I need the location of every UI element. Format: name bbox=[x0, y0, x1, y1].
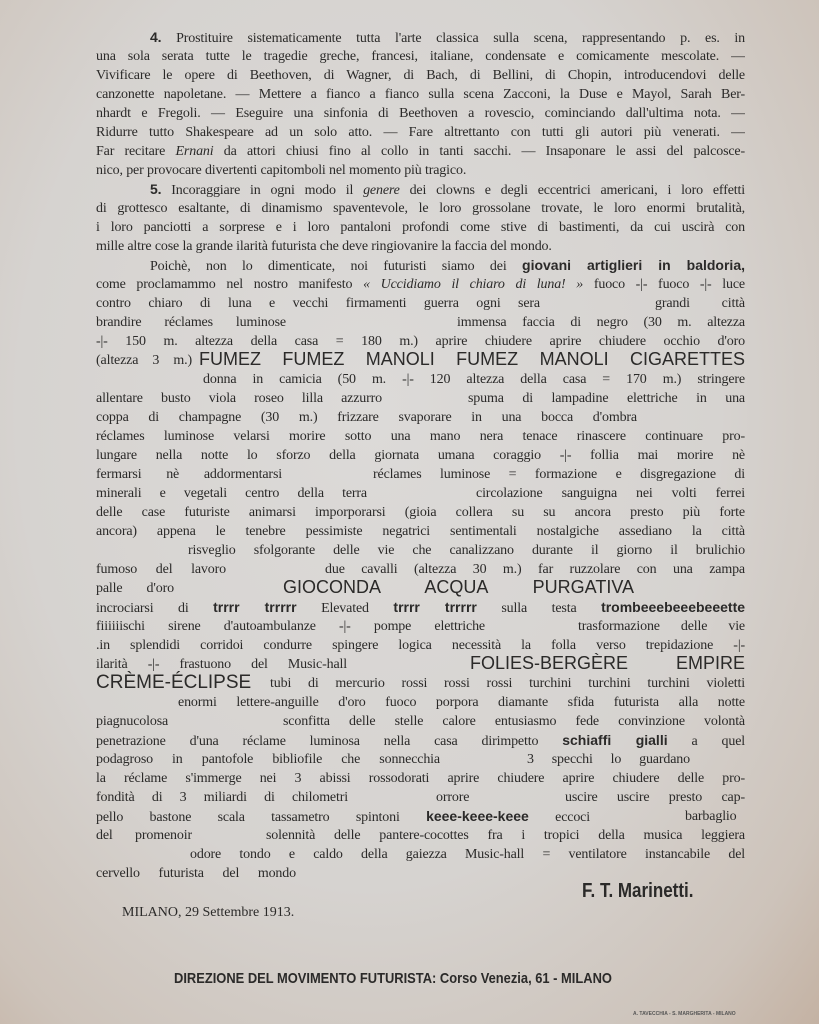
onomatopoeia: keee-keee-keee bbox=[426, 808, 529, 824]
text-segment: minerali e vegetali centro della terra bbox=[96, 486, 367, 501]
text-segment: due cavalli (altezza 30 m.) far ruzzolare con una zampa bbox=[325, 562, 745, 577]
text-line bbox=[96, 541, 745, 560]
text: Elevated bbox=[296, 601, 394, 616]
text-segment: barbaglio bbox=[685, 809, 737, 824]
text-line bbox=[96, 104, 745, 123]
text-line bbox=[96, 237, 745, 256]
bold-phrase: giovani artiglieri in baldoria, bbox=[522, 257, 745, 273]
text-line bbox=[96, 85, 745, 104]
text-segment: del promenoir bbox=[96, 828, 192, 843]
text-line bbox=[96, 579, 745, 598]
text-segment: canzonette napoletane. — Mettere a fianco a fianco sulla scena Zacconi, la Duse e Mayol, Sarah Ber- bbox=[96, 87, 745, 102]
text-line bbox=[96, 218, 745, 237]
text-segment: .in splendidi corridoi condurre spingere logica necessità la folla verso trepidazione -|- bbox=[96, 638, 745, 653]
italic-title: Ernani bbox=[175, 144, 214, 159]
text-segment: lungare nella notte lo sforzo della giornata umana coraggio -|- follia mai morire nè bbox=[96, 448, 745, 463]
text-segment: solennità delle pantere-cocottes fra i tropici della musica leggiera bbox=[266, 828, 745, 843]
text-line bbox=[96, 275, 745, 294]
text-segment: fiiiiiischi sirene d'autoambulanze -|- pompe elettriche bbox=[96, 619, 485, 634]
text-segment: nico, per provocare divertenti capitomboli nel momento più tragico. bbox=[96, 163, 467, 178]
text-segment: spuma di lampadine elettriche in una bbox=[468, 391, 745, 406]
text-segment: piagnucolosa bbox=[96, 714, 169, 729]
item-number: 4. bbox=[150, 29, 162, 45]
text-segment: risveglio sfolgorante delle vie che canalizzano durante il giorno il brulichio bbox=[188, 543, 745, 558]
italic-title: « Uccidiamo il chiaro di luna! » bbox=[363, 277, 584, 292]
text-segment: odore tondo e caldo della gaiezza Music-hall = ventilatore instancabile del bbox=[190, 847, 745, 862]
text-line bbox=[96, 598, 745, 617]
text-segment: mille altre cose la grande ilarità futurista che deve ringiovanire la faccia del mondo. bbox=[96, 239, 552, 254]
advert-headline: CRÈME-ÉCLIPSE bbox=[96, 672, 252, 693]
text-segment: ancora) appena le tenebre pessimiste negatrici sentimentali nostalgiche assediano la città bbox=[96, 524, 745, 539]
text: dei clowns e degli eccentrici americani, i loro effetti bbox=[399, 183, 745, 198]
text-segment: uscire uscire presto cap- bbox=[565, 790, 745, 805]
text: Prostituire sistematicamente tutta l'arte classica sulla scena, rappresentando p. es. in bbox=[161, 31, 745, 46]
text-line bbox=[96, 693, 745, 712]
text-segment: la réclame s'immerge nei 3 abissi rossodorati aprire chiudere aprire chiudere delle pro- bbox=[96, 771, 745, 786]
text-segment: -|- 150 m. altezza della casa = 180 m.) aprire chiudere aprire chiudere occhio d'oro bbox=[96, 334, 745, 349]
text-segment: fondità di 3 miliardi di chilometri bbox=[96, 790, 348, 805]
text-line bbox=[96, 845, 745, 864]
text-line bbox=[96, 712, 745, 731]
text-line bbox=[96, 427, 745, 446]
text-segment: trasformazione delle vie bbox=[578, 619, 745, 634]
text-line bbox=[96, 66, 745, 85]
text-line bbox=[96, 389, 745, 408]
text-line bbox=[96, 256, 745, 275]
text: pello bastone scala tassametro spintoni bbox=[96, 810, 427, 825]
text-line bbox=[96, 731, 745, 750]
footer-address: DIREZIONE DEL MOVIMENTO FUTURISTA: Corso Venezia, 61 - MILANO bbox=[174, 970, 612, 987]
text-segment: donna in camicia (50 m. -|- 120 altezza della casa = 170 m.) stringere bbox=[203, 372, 745, 387]
text-segment: immensa faccia di negro (30 m. altezza bbox=[457, 315, 745, 330]
text-line bbox=[96, 769, 745, 788]
onomatopoeia: trrrr trrrrr bbox=[393, 599, 477, 615]
text-line bbox=[96, 142, 745, 161]
advert-headline: FOLIES-BERGÈRE EMPIRE bbox=[470, 653, 745, 673]
item-number: 5. bbox=[150, 181, 162, 197]
text-segment: contro chiaro di luna e vecchi firmamenti guerra ogni sera bbox=[96, 296, 540, 311]
text-segment: una sola serata tutte le tragedie greche, francesi, italiane, condensate e comicamente mescolate. — bbox=[96, 49, 745, 64]
text-line bbox=[96, 522, 745, 541]
author-signature: F. T. Marinetti. bbox=[582, 880, 694, 902]
bold-phrase: schiaffi gialli bbox=[562, 732, 668, 748]
text: a quel bbox=[667, 734, 745, 749]
text: come proclamammo nel nostro manifesto bbox=[96, 277, 364, 292]
text-segment: grandi città bbox=[655, 296, 745, 311]
text: Incoraggiare in ogni modo il bbox=[161, 183, 364, 198]
text-segment: circolazione sanguigna nei volti ferrei bbox=[476, 486, 745, 501]
text: Far recitare bbox=[96, 144, 176, 159]
text-segment: fermarsi nè addormentarsi bbox=[96, 467, 282, 482]
text-line bbox=[96, 161, 745, 180]
text-segment: Vivificare le opere di Beethoven, di Wagner, di Bach, di Bellini, di Chopin, introducendovi delle bbox=[96, 68, 745, 83]
text: Poichè, non lo dimenticate, noi futuristi siamo dei bbox=[150, 259, 523, 274]
text-segment: delle case futuriste animarsi imporporarsi (gioia collera su su ancora presto più forte bbox=[96, 505, 745, 520]
text-line bbox=[96, 180, 745, 199]
text-line bbox=[96, 351, 745, 370]
text-line bbox=[96, 826, 745, 845]
text-segment: coppa di champagne (30 m.) frizzare svaporare in una bocca d'ombra bbox=[96, 410, 637, 425]
italic-word: genere bbox=[363, 183, 400, 198]
text: eccoci bbox=[528, 810, 590, 825]
text-segment: cervello futurista del mondo bbox=[96, 866, 296, 881]
text-segment: réclames luminose = formazione e disgregazione di bbox=[373, 467, 745, 482]
text-segment: fumoso del lavoro bbox=[96, 562, 226, 577]
text-segment: palle d'oro bbox=[96, 581, 174, 596]
text-line bbox=[96, 807, 745, 826]
text-segment: allentare busto viola roseo lilla azzurro bbox=[96, 391, 382, 406]
text-segment: enormi lettere-anguille d'oro fuoco porpora diamante sfida futurista alla notte bbox=[178, 695, 745, 710]
text-line bbox=[96, 750, 745, 769]
text-segment: tubi di mercurio rossi rossi rossi turchini turchini turchini violetti bbox=[270, 676, 745, 691]
text-line bbox=[96, 294, 745, 313]
text-line bbox=[96, 199, 745, 218]
text-segment: 3 specchi lo guardano bbox=[527, 752, 690, 767]
advert-headline: GIOCONDA ACQUA PURGATIVA bbox=[283, 577, 634, 597]
onomatopoeia: trombeeebeeebeeette bbox=[601, 599, 745, 615]
text-segment: réclames luminose velarsi morire sotto una mano nera tenace rinascere continuare pro- bbox=[96, 429, 745, 444]
text-line bbox=[96, 617, 745, 636]
text-line bbox=[96, 465, 745, 484]
text-line bbox=[96, 370, 745, 389]
text-segment: sconfitta delle stelle calore entusiasmo fede convinzione volontà bbox=[283, 714, 745, 729]
onomatopoeia: trrrr trrrrr bbox=[213, 599, 297, 615]
text-line bbox=[96, 47, 745, 66]
text-line bbox=[96, 28, 745, 47]
text: sulla testa bbox=[476, 601, 602, 616]
date-line: MILANO, 29 Settembre 1913. bbox=[122, 905, 295, 920]
text-segment: di grottesco esaltante, di dinamismo spaventevole, le loro grossolane trovate, le loro enormi brutalità, bbox=[96, 201, 745, 216]
text: incrociarsi di bbox=[96, 601, 214, 616]
text-segment: (altezza 3 m.) bbox=[96, 353, 192, 368]
text-line bbox=[96, 123, 745, 142]
text-segment: ilarità -|- frastuono del Music-hall bbox=[96, 657, 347, 672]
text-line bbox=[96, 446, 745, 465]
text-line bbox=[96, 484, 745, 503]
text-segment: podagroso in pantofole bibliofile che sonnecchia bbox=[96, 752, 440, 767]
printer-mark: A. TAVECCHIA - S. MARGHERITA - MILANO bbox=[633, 1011, 736, 1017]
text-segment: nhardt e Fregoli. — Eseguire una sinfonia di Beethoven a rovescio, cominciando dall'ultima nota. — bbox=[96, 106, 745, 121]
text: penetrazione d'una réclame luminosa nella casa dirimpetto bbox=[96, 734, 563, 749]
text-line bbox=[96, 503, 745, 522]
text-line bbox=[96, 788, 745, 807]
text-segment: i loro panciotti a sorprese e i loro pantaloni profondi come stive di bastimenti, da cui uscirà con bbox=[96, 220, 745, 235]
text-segment: brandire réclames luminose bbox=[96, 315, 286, 330]
text: fuoco -|- fuoco -|- luce bbox=[583, 277, 745, 292]
text-line bbox=[96, 674, 745, 693]
text-segment: Ridurre tutto Shakespeare ad un solo atto. — Fare altrettanto con tutti gli autori più venerati. — bbox=[96, 125, 745, 140]
advert-headline: FUMEZ FUMEZ MANOLI FUMEZ MANOLI CIGARETTES bbox=[199, 349, 745, 369]
text-line bbox=[96, 313, 745, 332]
text-segment: orrore bbox=[436, 790, 470, 805]
text: da attori chiusi fino al collo in tanti sacchi. — Insaponare le assi del palcosce- bbox=[213, 144, 745, 159]
text-line bbox=[96, 408, 745, 427]
